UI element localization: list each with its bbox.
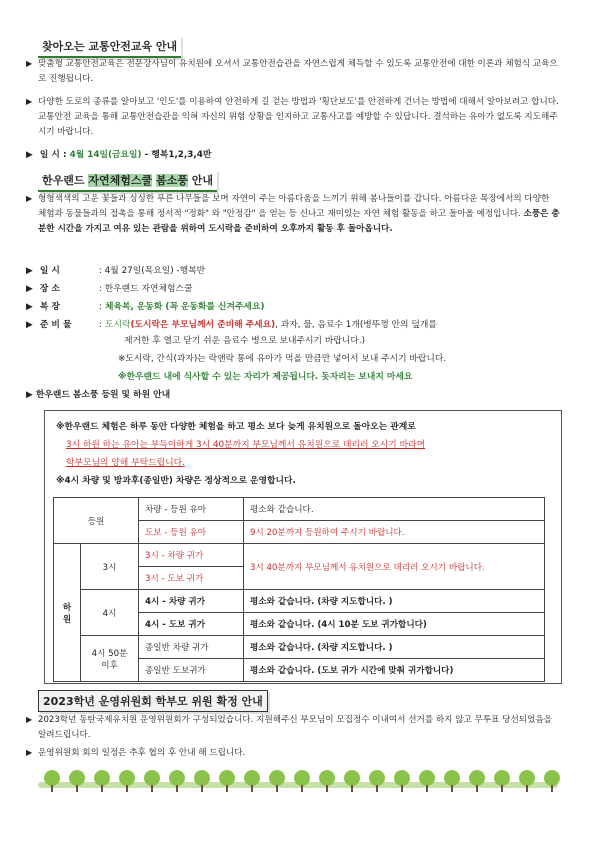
row-sep: : bbox=[98, 302, 102, 312]
tree-icon bbox=[119, 770, 135, 792]
box-line-2 bbox=[66, 438, 425, 452]
cell-text: 4시 - 도보 귀가 bbox=[145, 620, 206, 630]
cell-text: 4시 - 차량 귀가 bbox=[145, 597, 206, 607]
traffic-date-row bbox=[26, 148, 211, 162]
tree-icon bbox=[394, 770, 410, 792]
triangle-right-icon: ▶ bbox=[26, 715, 33, 724]
type-cell bbox=[139, 521, 244, 544]
date-label: 일 시 bbox=[39, 150, 60, 160]
type-cell bbox=[139, 659, 244, 682]
triangle-right-icon: ▶ bbox=[26, 194, 33, 203]
triangle-right-icon: ▶ bbox=[26, 150, 33, 160]
tree-icon bbox=[344, 770, 360, 792]
cell-text: 3시 bbox=[102, 562, 117, 573]
picnic-dress-row bbox=[26, 300, 265, 314]
picnic-place-row bbox=[26, 282, 192, 296]
tree-icon bbox=[294, 770, 310, 792]
tree-icon bbox=[419, 770, 435, 792]
cell-text: 종일반 차량 귀가 bbox=[145, 643, 209, 653]
row-value: : 4월 27일(목요일) -행복반 bbox=[98, 266, 206, 276]
supply-rest: , 과자, 물, 음료수 1개(병뚜껑 안의 덮개를 bbox=[275, 320, 437, 330]
cell-text: 3시 - 차량 귀가 bbox=[145, 551, 204, 561]
cell-text: 9시 20분까지 등원하여 주시기 바랍니다. bbox=[250, 528, 405, 538]
tree-icon bbox=[544, 770, 560, 792]
dengwon-cell bbox=[54, 498, 139, 544]
box-text: 3시 하원 하는 유아는 부득이하게 3시 40분까지 부모님께서 유치원으로 데리러 오시기 바라며 bbox=[66, 440, 426, 450]
table-row bbox=[54, 498, 545, 521]
type-cell bbox=[139, 567, 244, 590]
row-label: 일 시 bbox=[39, 266, 60, 276]
paragraph-text: 형형색색의 고운 꽃들과 싱싱한 푸른 나무들을 보며 자연이 주는 아름다움을 느끼기 위해 봄나들이를 갑니다. 아름다운 목장에서의 다양한 체험과 동물들과의 접촉을 통해 정서적 "정화" 와 "안정감" 을 얻는 등 신나고 재미있는 자연 체험 활동을 하고 돌아올 예정입니다. bbox=[38, 194, 550, 219]
paragraph-text: 맞춤형 교통안전교육은 전문강사님이 유치원에 오셔서 교통안전습관을 자연스럽게 체득할 수 있도록 교통안전에 대한 이론과 체험식 교육으로 진행됩니다. bbox=[38, 59, 558, 84]
tree-icon bbox=[444, 770, 460, 792]
cell-text: 등원 bbox=[87, 516, 105, 527]
cell-text: 차량 - 등원 유아 bbox=[145, 505, 207, 515]
cell-text: 평소와 같습니다. (도보 귀가 시간에 맞춰 귀가합니다) bbox=[250, 666, 454, 676]
row-label: 준 비 물 bbox=[39, 320, 72, 330]
tree-icon bbox=[169, 770, 185, 792]
cell-text: 4시 bbox=[102, 608, 117, 619]
tree-icon bbox=[219, 770, 235, 792]
committee-paragraph-2 bbox=[26, 746, 560, 761]
paragraph-emphasis: 소풍은 충분한 시간을 가지고 여유 있는 관람을 위하여 도시락을 준비하여 오후까지 활동 후 돌아옵니다. bbox=[38, 208, 560, 234]
triangle-right-icon: ▶ bbox=[26, 748, 33, 757]
triangle-right-icon: ▶ bbox=[26, 59, 33, 68]
paragraph-text: 운영위원회 회의 일정은 추후 협의 후 안내 해 드립니다. bbox=[38, 748, 246, 758]
row-sep: : bbox=[98, 320, 102, 330]
box-line-4 bbox=[56, 474, 296, 488]
title-part: 안내 bbox=[191, 174, 213, 187]
tree-icon bbox=[269, 770, 285, 792]
desc-cell bbox=[244, 544, 545, 590]
cell-text: 3시 40분까지 부모님께서 유치원으로 데리러 오시기 바랍니다. bbox=[250, 562, 485, 573]
triangle-right-icon: ▶ bbox=[26, 284, 33, 294]
desc-cell bbox=[244, 590, 545, 613]
tree-icon bbox=[494, 770, 510, 792]
section-title-picnic bbox=[38, 170, 217, 192]
supply-line2: 제거한 후 열고 닫기 쉬운 음료수 병으로 보내주시기 바랍니다.) bbox=[124, 336, 366, 346]
supply-lunch: 도시락 bbox=[104, 320, 131, 330]
section-title-committee bbox=[38, 690, 268, 712]
tree-icon bbox=[69, 770, 85, 792]
section-title-traffic bbox=[38, 36, 181, 58]
tree-icon bbox=[194, 770, 210, 792]
triangle-right-icon: ▶ bbox=[26, 390, 33, 400]
title-part: 한우랜드 bbox=[42, 174, 85, 187]
committee-paragraph-1 bbox=[26, 713, 560, 743]
date-colon: : bbox=[62, 150, 70, 160]
cell-text: 평소와 같습니다. bbox=[250, 505, 314, 515]
table-row bbox=[54, 636, 545, 659]
type-cell bbox=[139, 544, 244, 567]
supply-note-red: (도시락은 부모님께서 준비해 주세요) bbox=[130, 320, 276, 330]
type-cell bbox=[139, 613, 244, 636]
cell-text: 3시 - 도보 귀가 bbox=[145, 574, 204, 584]
desc-cell bbox=[244, 636, 545, 659]
picnic-note-2 bbox=[118, 370, 412, 384]
box-text: ※4시 차량 및 방과후(종일반) 차량은 정상적으로 운영합니다. bbox=[56, 476, 296, 486]
picnic-date-row bbox=[26, 264, 205, 278]
note-text: ※도시락, 간식(과자)는 락앤락 통에 유아가 먹을 만큼만 넣어서 보내 주시기 바랍니다. bbox=[118, 354, 447, 364]
triangle-right-icon: ▶ bbox=[26, 266, 33, 276]
title-part: 봄소풍 bbox=[155, 174, 188, 187]
row-label: 장 소 bbox=[39, 284, 60, 294]
type-cell bbox=[139, 498, 244, 521]
type-cell bbox=[139, 590, 244, 613]
box-line-3 bbox=[66, 456, 185, 470]
sub-heading-text: 한우랜드 봄소풍 등원 및 하원 안내 bbox=[35, 390, 171, 400]
title-text: 찾아오는 교통안전교육 안내 bbox=[42, 40, 178, 53]
cell-text: 도보 - 등원 유아 bbox=[145, 528, 207, 538]
hawon-cell bbox=[54, 544, 81, 682]
row-value: 체육복, 운동화 (꼭 운동화를 신겨주세요) bbox=[104, 302, 265, 312]
tree-icon bbox=[44, 770, 60, 792]
desc-cell bbox=[244, 498, 545, 521]
date-value: 4월 14일(금요일) bbox=[69, 150, 142, 160]
cell-text: 평소와 같습니다. (4시 10분 도보 귀가합니다) bbox=[250, 620, 427, 630]
cell-text: 4시 50분 이후 bbox=[91, 648, 128, 671]
schedule-table bbox=[53, 497, 545, 682]
row-value: : 한우랜드 자연체험스쿨 bbox=[98, 284, 193, 294]
title-text: 2023학년 운영위원회 학부모 위원 확정 안내 bbox=[43, 695, 263, 708]
picnic-note-1 bbox=[118, 352, 446, 366]
picnic-sub-heading bbox=[26, 388, 170, 402]
traffic-paragraph-2 bbox=[26, 95, 560, 139]
triangle-right-icon: ▶ bbox=[26, 97, 33, 106]
date-extra: - 행복1,2,3,4반 bbox=[144, 150, 212, 160]
note-text: ※한우랜드 내에 식사할 수 있는 자리가 제공됩니다. 돗자리는 보내지 마세요 bbox=[118, 372, 413, 382]
paragraph-text: 다양한 도로의 종류를 알아보고 '인도'를 이용하여 안전하게 길 걷는 방법과 '횡단보도'를 안전하게 건너는 방법에 대해서 알아보려고 합니다. 교통안전 교육을 통해 교통안전습관을 익혀 자신의 위험 상황을 인지하고 교통사고를 예방할 수 있답니다. 결석하는 유아가 없도록 지도해주시기 바랍니다. bbox=[38, 97, 559, 137]
group-cell bbox=[81, 544, 139, 590]
tree-icon bbox=[469, 770, 485, 792]
box-line-1 bbox=[56, 420, 416, 434]
group-cell bbox=[81, 590, 139, 636]
picnic-supplies-line2 bbox=[124, 334, 365, 348]
box-text: ※한우랜드 체험은 하루 동안 다양한 체험을 하고 평소 보다 늦게 유치원으로 돌아오는 관계로 bbox=[56, 422, 416, 432]
tree-icon bbox=[144, 770, 160, 792]
cell-text: 평소와 같습니다. (차량 지도합니다. ) bbox=[250, 643, 393, 653]
type-cell bbox=[139, 636, 244, 659]
desc-cell bbox=[244, 659, 545, 682]
cell-text: 종일반 도보귀가 bbox=[145, 666, 206, 676]
cell-text: 평소와 같습니다. (차량 지도합니다. ) bbox=[250, 597, 393, 607]
tree-border bbox=[0, 770, 600, 810]
tree-icon bbox=[94, 770, 110, 792]
tree-icon bbox=[519, 770, 535, 792]
group-cell bbox=[81, 636, 139, 682]
title-part: 자연체험스쿨 bbox=[88, 174, 153, 187]
tree-icon bbox=[244, 770, 260, 792]
box-text: 학부모님의 양해 부탁드립니다. bbox=[66, 458, 185, 468]
table-row bbox=[54, 590, 545, 613]
picnic-paragraph bbox=[26, 192, 560, 236]
table-row bbox=[54, 544, 545, 567]
tree-icon bbox=[319, 770, 335, 792]
row-label: 복 장 bbox=[39, 302, 60, 312]
triangle-right-icon: ▶ bbox=[26, 320, 33, 330]
desc-cell bbox=[244, 613, 545, 636]
paragraph-text: 2023학년 동탄국제유치원 운영위원회가 구성되었습니다. 지원해주신 부모님이 모집정수 이내여서 선거를 하지 않고 무투표 당선되었음을 알려드립니다. bbox=[38, 715, 552, 740]
cell-text: 하 원 bbox=[62, 602, 72, 625]
triangle-right-icon: ▶ bbox=[26, 302, 33, 312]
picnic-supplies-row bbox=[26, 318, 566, 332]
tree-icon bbox=[369, 770, 385, 792]
traffic-paragraph-1 bbox=[26, 57, 560, 87]
desc-cell bbox=[244, 521, 545, 544]
